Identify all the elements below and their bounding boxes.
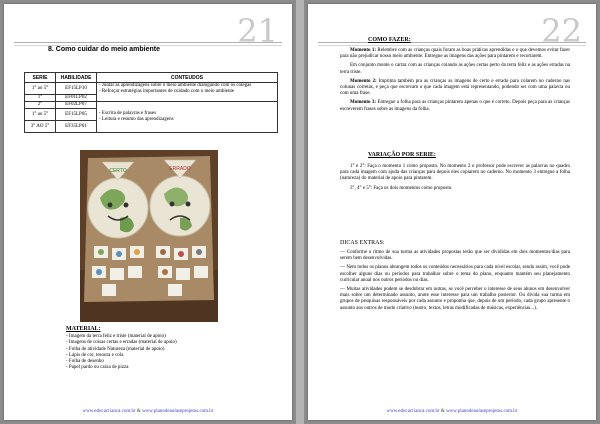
footer-ampersand: & [440, 409, 445, 414]
paragraph [340, 79, 570, 98]
footer-links [308, 409, 596, 414]
cell-serie: 2° [25, 102, 56, 109]
momento-text: Relembre com as crianças quais foram as boas práticas aprendidas e o que devemos evitar fazer para não prejudicar nosso meio ambiente. Entregue as imagens das ações para pintarem e recortarem. [340, 48, 570, 60]
cell-serie: 1° [25, 95, 56, 102]
list-item: - Folha de atividade Natureza (material de apoio) [66, 346, 165, 352]
variacao-body [340, 164, 570, 195]
paragraph: — Nem todos os planos abrangem todos os conteúdos necessários para cada nível escolar, sendo assim, você pode escolher alguns dias ou períodos para trabalhar sobre o tema do plano, enquanto mantém seu planejamento curricular anual nos outros períodos ou dias. [340, 265, 570, 283]
momento-text: Entregue a folha para as crianças pintarem apenas o que é correto. Depois peça para as crianças escreverem frases sobre as imagens da folha. [340, 100, 571, 112]
skills-table [24, 72, 278, 133]
list-item: - Folha de desenho [66, 359, 104, 365]
table-header-row [25, 73, 278, 83]
cell-codigo: EF01LP02 [56, 95, 97, 102]
footer-links [4, 409, 292, 414]
page-number: 22 [541, 12, 582, 50]
momento-text: Imprima também pra as crianças as imagens de certo e errado para colarem no caderno nas colunas corretas, e peça que escrevam o que cada imagem está representando, podendo ser com uma palavra ou com uma frase. [340, 78, 571, 97]
dicas-title: DICAS EXTRAS: [340, 240, 385, 246]
list-item: - Imagem da terra feliz e triste (material de apoio) [66, 334, 166, 339]
momento-text: Em conjunto monte o cartaz com as crianças colando as ações certas perto da terra feliz e as ações erradas na terra triste. [340, 63, 570, 75]
cell-conteudos-a [97, 83, 278, 102]
cell-serie: 3° AO 5° [25, 121, 56, 133]
list-item: - Imagens de coisas certas e erradas (material de apoio) [66, 340, 177, 346]
momento-label: Momento 2: [350, 78, 377, 84]
footer-link-educacrianca[interactable]: www.educacrianca.com.br [386, 409, 440, 414]
material-list [66, 334, 177, 372]
paragraph: 1° e 2°: Faça o momento 1 como proposto. No momento 2 o professor pode escrever as palavras no quadro para cada imagem com ajuda das crianças para depois eles copiarem no caderno. No momento 3 entregue a folha (natureza) do material de apoio para pintarem. [340, 164, 570, 182]
momento-label: Momento 3: [350, 100, 377, 106]
photo-label-certo: CERTO [109, 168, 127, 174]
footer-link-planodeaula[interactable]: www.planodeaulaseprojetos.com.br [446, 409, 518, 414]
page-divider [296, 0, 304, 424]
cell-codigo: EF35LP01 [56, 121, 97, 133]
header-rule-secondary [318, 45, 586, 46]
footer-link-educacrianca[interactable]: www.educacrianca.com.br [82, 409, 136, 414]
cell-serie: 1° ao 5° [25, 83, 56, 95]
conteudo-line: - Reforçar estratégias importantes de cuidado com o meio ambiente [99, 89, 235, 94]
activity-photo [80, 150, 218, 322]
paragraph [340, 48, 570, 60]
como-fazer-body [340, 48, 570, 116]
right-page [308, 4, 596, 420]
header-conteudos: CONTEUDOS [97, 73, 278, 83]
conteudo-line: - Juntar as aprendizagens sobre o meio ambiente dialogando com os colegas [99, 83, 252, 88]
cell-conteudos-b [97, 102, 278, 133]
header-habilidade: HABILIDADE [56, 73, 97, 83]
paragraph: — Conforme o ritmo de sua turma as atividades propostas terão que ser divididas em dois momentos/dias para serem bem desenvolvidas. [340, 250, 570, 262]
footer-ampersand: & [136, 409, 141, 414]
cell-codigo: EF15LP10 [56, 83, 97, 95]
como-fazer-title: COMO FAZER: [368, 37, 411, 43]
paragraph [340, 63, 570, 75]
footer-link-planodeaula[interactable]: www.planodeaulaseprojetos.com.br [142, 409, 214, 414]
material-title: MATERIAL: [66, 326, 101, 332]
paragraph: 3°, 4° e 5°: Faça os dois momentos como proposto. [350, 185, 453, 191]
header-serie: SERIE [25, 73, 56, 83]
section-title: 8. Como cuidar do meio ambiente [48, 46, 161, 53]
dicas-body [340, 250, 570, 315]
conteudo-line: - Escrita de palavras e frases [99, 111, 157, 116]
photo-label-errado: ERRADO [169, 166, 191, 172]
variacao-title: VARIAÇÃO POR SERIE: [368, 152, 436, 158]
conteudo-line: - Leitura e resumo das aprendizagens [99, 117, 174, 122]
table-row [25, 102, 278, 109]
table-row [25, 83, 278, 95]
cell-codigo: EF15LP05 [56, 109, 97, 121]
list-item: - Lápis de cor, tesoura e cola [66, 352, 124, 358]
cell-codigo: EF02LP07 [56, 102, 97, 109]
list-item: - Papel pardo ou caixa de pizza [66, 365, 129, 371]
header-rule [318, 42, 586, 43]
page-number: 21 [237, 12, 278, 50]
poster-illustration [80, 150, 218, 322]
momento-label: Momento 1: [350, 48, 377, 53]
paragraph: — Muitas atividades podem se desdobrar em outras, se você perceber o interesse de seus alunos em desenvolver mais sobre um determinado assunto, anote esse interesse para um trabalho posterior. Ou divida sua turma em grupos de pesquisas responsáveis por cada assunto e proponha que, depois de um período, cada grupo apresente o assunto aos outros de modo criativo (teatro, textos, letras modificadas de músicas, experiências...). [340, 287, 570, 311]
paragraph [340, 100, 570, 112]
left-page [4, 4, 292, 420]
header-rule [14, 42, 282, 43]
cell-serie: 1° ao 5° [25, 109, 56, 121]
